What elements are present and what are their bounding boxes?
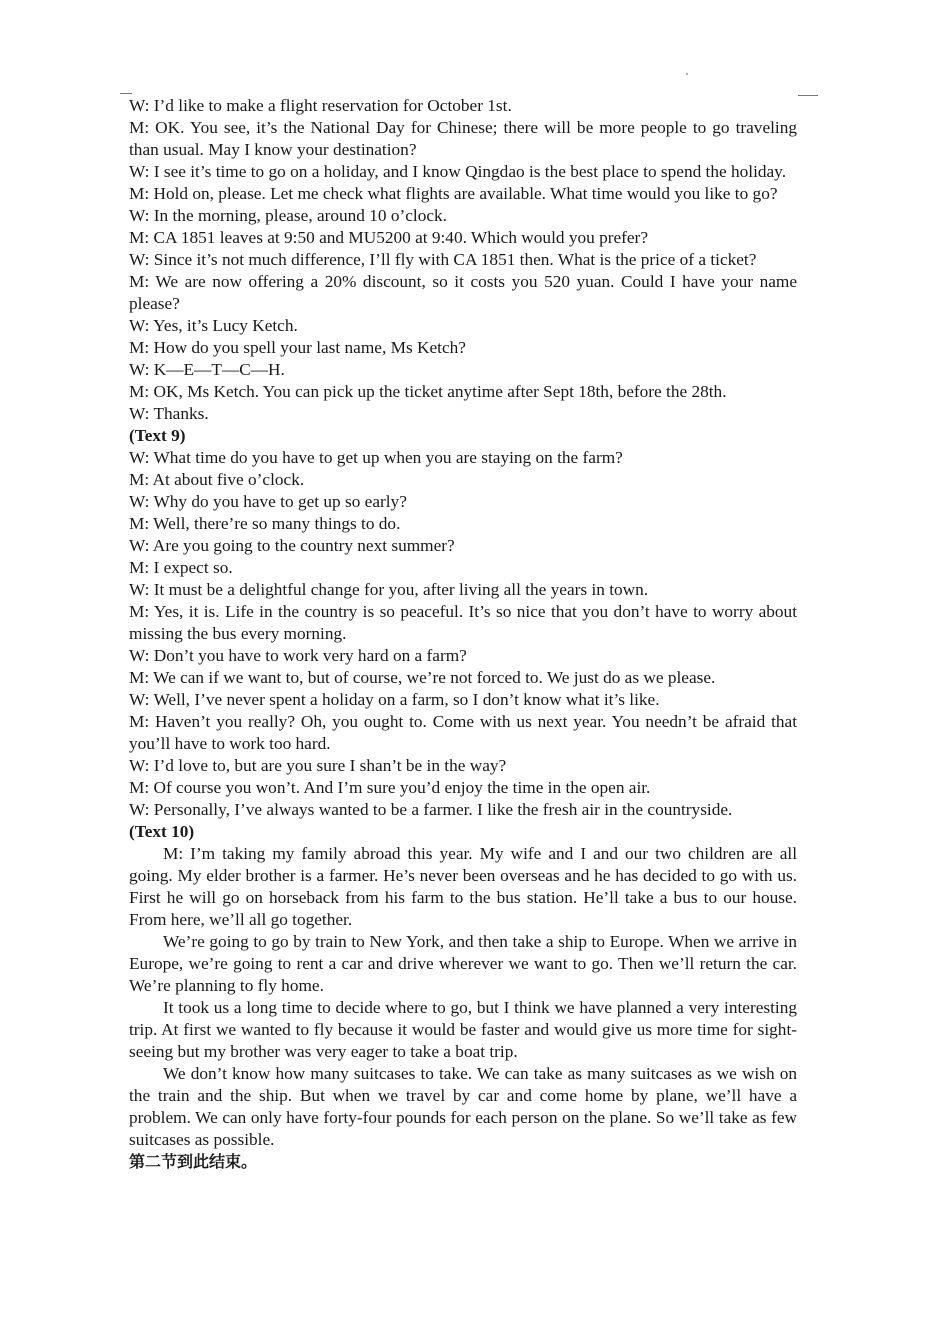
narrative-paragraph: We don’t know how many suitcases to take. We can take as many suitcases as we wish on the train and the ship. But when we travel by car and come home by plane, we’ll have a problem. We can only have forty-four pounds for each person on the plane. So we’ll take as few suitcases as possible.	[129, 1064, 797, 1149]
dialogue-line: W: It must be a delightful change for you, after living all the years in town.	[129, 580, 649, 599]
dialogue-line: M: How do you spell your last name, Ms Ketch?	[129, 338, 466, 357]
scan-mark-right	[798, 95, 818, 96]
scan-mark-left	[120, 93, 132, 94]
dialogue-line: W: Yes, it’s Lucy Ketch.	[129, 316, 298, 335]
dialogue-line: M: CA 1851 leaves at 9:50 and MU5200 at 9:40. Which would you prefer?	[129, 228, 648, 247]
narrative-paragraph: We’re going to go by train to New York, and then take a ship to Europe. When we arrive in Europe, we’re going to rent a car and drive wherever we want to go. Then we’ll return the car. We’re planning to fly home.	[129, 932, 797, 995]
dialogue-line: M: Haven’t you really? Oh, you ought to. Come with us next year. You needn’t be afraid that you’ll have to work too hard.	[129, 712, 797, 753]
dialogue-line: M: Yes, it is. Life in the country is so peaceful. It’s so nice that you don’t have to worry about missing the bus every morning.	[129, 602, 797, 643]
text9-heading: (Text 9)	[129, 426, 186, 445]
scan-dot	[686, 73, 688, 75]
dialogue-line: M: Hold on, please. Let me check what flights are available. What time would you like to go?	[129, 184, 778, 203]
narrative-paragraph: It took us a long time to decide where to go, but I think we have planned a very interesting trip. At first we wanted to fly because it would be faster and would give us more time for sight-seeing but my brother was very eager to take a boat trip.	[129, 998, 797, 1061]
dialogue-line: W: Personally, I’ve always wanted to be a farmer. I like the fresh air in the countryside.	[129, 800, 733, 819]
dialogue-line: W: Thanks.	[129, 404, 209, 423]
dialogue-line: M: We are now offering a 20% discount, so it costs you 520 yuan. Could I have your name please?	[129, 272, 797, 313]
dialogue-line: M: I expect so.	[129, 558, 233, 577]
dialogue-line: M: OK, Ms Ketch. You can pick up the ticket anytime after Sept 18th, before the 28th.	[129, 382, 727, 401]
dialogue-line: W: Why do you have to get up so early?	[129, 492, 407, 511]
dialogue-line: M: Well, there’re so many things to do.	[129, 514, 401, 533]
section-end-note: 第二节到此结束。	[129, 1152, 258, 1171]
dialogue-line: W: Don’t you have to work very hard on a farm?	[129, 646, 467, 665]
dialogue-line: W: I see it’s time to go on a holiday, and I know Qingdao is the best place to spend the holiday.	[129, 162, 787, 181]
dialogue-line: W: K—E—T—C—H.	[129, 360, 285, 379]
dialogue-line: W: Are you going to the country next summer?	[129, 536, 455, 555]
dialogue-line: W: Well, I’ve never spent a holiday on a farm, so I don’t know what it’s like.	[129, 690, 660, 709]
text10-heading: (Text 10)	[129, 822, 195, 841]
dialogue-line: W: In the morning, please, around 10 o’clock.	[129, 206, 448, 225]
dialogue-line: M: OK. You see, it’s the National Day for Chinese; there will be more people to go traveling than usual. May I know your destination?	[129, 118, 797, 159]
dialogue-line: M: Of course you won’t. And I’m sure you’d enjoy the time in the open air.	[129, 778, 651, 797]
dialogue-line: M: At about five o’clock.	[129, 470, 305, 489]
dialogue-line: W: I’d like to make a flight reservation for October 1st.	[129, 96, 512, 115]
dialogue-line: W: Since it’s not much difference, I’ll fly with CA 1851 then. What is the price of a ticket?	[129, 250, 757, 269]
narrative-paragraph: M: I’m taking my family abroad this year. My wife and I and our two children are all going. My elder brother is a farmer. He’s never been overseas and he has decided to go with us. First he will go on horseback from his farm to the bus station. He’ll take a bus to our house. From here, we’ll all go together.	[129, 844, 797, 929]
dialogue-line: W: What time do you have to get up when you are staying on the farm?	[129, 448, 623, 467]
dialogue-line: M: We can if we want to, but of course, we’re not forced to. We just do as we please.	[129, 668, 716, 687]
document-body	[129, 95, 797, 1173]
dialogue-line: W: I’d love to, but are you sure I shan’t be in the way?	[129, 756, 507, 775]
